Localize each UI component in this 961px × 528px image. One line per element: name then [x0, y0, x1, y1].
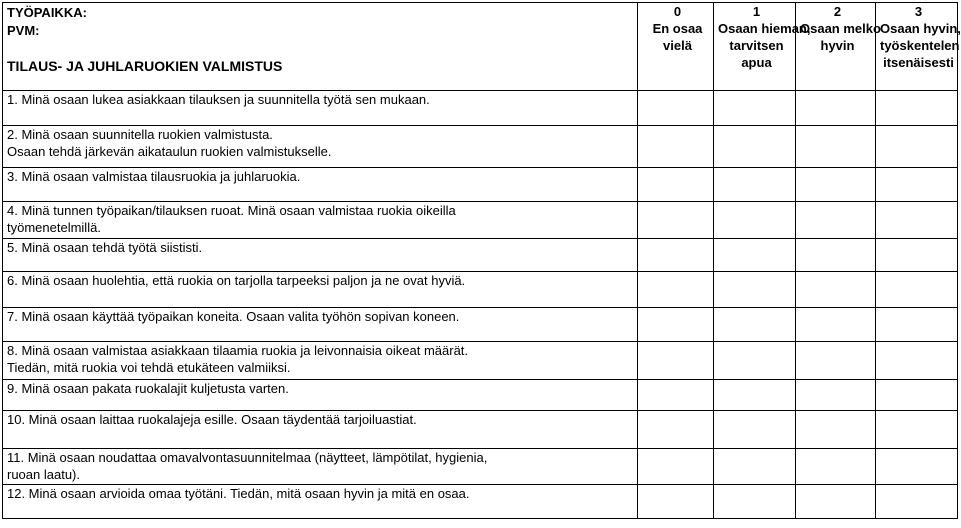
skill-text: 2. Minä osaan suunnitella ruokien valmistusta. — [7, 127, 273, 142]
skill-text: 1. Minä osaan lukea asiakkaan tilauksen ja suunnitella työtä sen mukaan. — [7, 92, 430, 107]
rating-cell-3[interactable] — [876, 91, 958, 126]
level-text: Osaan hieman, — [718, 21, 811, 36]
skill-cell — [3, 380, 638, 411]
level-text: tarvitsen — [729, 38, 784, 53]
level-text: En osaa — [652, 21, 703, 36]
rating-cell-1[interactable] — [714, 272, 796, 308]
level-text: Osaan melko — [800, 21, 881, 36]
level-2-header — [796, 3, 881, 91]
rating-cell-2[interactable] — [796, 485, 876, 519]
table-row — [3, 202, 958, 239]
level-text: hyvin — [820, 38, 855, 53]
level-text: Osaan hyvin, — [880, 21, 961, 36]
table-row — [3, 342, 958, 380]
level-text: vielä — [663, 38, 692, 53]
rating-cell-2[interactable] — [796, 411, 876, 449]
skill-text: 6. Minä osaan huolehtia, että ruokia on tarjolla tarpeeksi paljon ja ne ovat hyviä. — [7, 273, 466, 288]
rating-cell-2[interactable] — [796, 272, 876, 308]
rating-cell-0[interactable] — [638, 485, 714, 519]
rating-cell-2[interactable] — [796, 91, 876, 126]
rating-cell-0[interactable] — [638, 380, 714, 411]
rating-cell-1[interactable] — [714, 342, 796, 380]
rating-cell-0[interactable] — [638, 449, 714, 485]
rating-cell-3[interactable] — [876, 126, 958, 168]
rating-cell-3[interactable] — [876, 168, 958, 202]
rating-cell-3[interactable] — [876, 485, 958, 519]
page-title: TILAUS- JA JUHLARUOKIEN VALMISTUS — [7, 58, 283, 74]
rating-cell-3[interactable] — [876, 202, 958, 239]
rating-cell-1[interactable] — [714, 380, 796, 411]
rating-cell-3[interactable] — [876, 380, 958, 411]
rating-cell-0[interactable] — [638, 202, 714, 239]
rating-cell-0[interactable] — [638, 342, 714, 380]
table-row — [3, 449, 958, 485]
header-info-cell — [3, 3, 638, 91]
skill-cell — [3, 485, 638, 519]
rating-cell-2[interactable] — [796, 126, 876, 168]
skill-cell — [3, 449, 638, 485]
table-row — [3, 380, 958, 411]
skill-text: 5. Minä osaan tehdä työtä siististi. — [7, 240, 203, 255]
table-row — [3, 308, 958, 342]
table-row — [3, 272, 958, 308]
rating-cell-3[interactable] — [876, 411, 958, 449]
table-row — [3, 239, 958, 272]
workplace-label: TYÖPAIKKA: — [7, 5, 87, 20]
level-0-header — [638, 3, 714, 91]
skill-cell — [3, 342, 638, 380]
rating-cell-0[interactable] — [638, 272, 714, 308]
skill-text: 9. Minä osaan pakata ruokalajit kuljetusta varten. — [7, 381, 289, 396]
skill-text: työmenetelmillä. — [7, 220, 101, 235]
level-text: itsenäisesti — [883, 55, 954, 70]
rating-cell-1[interactable] — [714, 168, 796, 202]
skill-text: ruoan laatu). — [7, 467, 80, 482]
rating-cell-2[interactable] — [796, 449, 876, 485]
table-row — [3, 91, 958, 126]
skill-text: 4. Minä tunnen työpaikan/tilauksen ruoat. Minä osaan valmistaa ruokia oikeilla — [7, 203, 456, 218]
skill-text: 8. Minä osaan valmistaa asiakkaan tilaamia ruokia ja leivonnaisia oikeat määrät. — [7, 343, 469, 358]
level-number: 1 — [752, 4, 761, 19]
skill-text: Tiedän, mitä ruokia voi tehdä etukäteen valmiiksi. — [7, 360, 291, 375]
date-label: PVM: — [7, 23, 40, 38]
rating-cell-1[interactable] — [714, 126, 796, 168]
rating-cell-3[interactable] — [876, 308, 958, 342]
rating-cell-0[interactable] — [638, 126, 714, 168]
rating-cell-1[interactable] — [714, 91, 796, 126]
rating-cell-0[interactable] — [638, 239, 714, 272]
rating-cell-3[interactable] — [876, 239, 958, 272]
level-3-header — [876, 3, 961, 91]
rating-cell-0[interactable] — [638, 411, 714, 449]
rating-cell-2[interactable] — [796, 239, 876, 272]
rating-cell-0[interactable] — [638, 308, 714, 342]
table-row — [3, 411, 958, 449]
skill-cell — [3, 202, 638, 239]
level-number: 2 — [833, 4, 842, 19]
rating-cell-1[interactable] — [714, 485, 796, 519]
rating-cell-0[interactable] — [638, 168, 714, 202]
level-text: työskentelen — [880, 38, 960, 53]
rating-cell-2[interactable] — [796, 380, 876, 411]
skill-cell — [3, 91, 638, 126]
rating-cell-0[interactable] — [638, 91, 714, 126]
skill-cell — [3, 272, 638, 308]
rating-cell-3[interactable] — [876, 272, 958, 308]
skill-cell — [3, 308, 638, 342]
skill-text: 7. Minä osaan käyttää työpaikan koneita. Osaan valita työhön sopivan koneen. — [7, 309, 460, 324]
rating-cell-2[interactable] — [796, 342, 876, 380]
skill-text: Osaan tehdä järkevän aikataulun ruokien valmistukselle. — [7, 144, 332, 159]
level-number: 3 — [914, 4, 923, 19]
rating-cell-3[interactable] — [876, 342, 958, 380]
skill-cell — [3, 239, 638, 272]
level-1-header — [714, 3, 811, 91]
rating-cell-1[interactable] — [714, 449, 796, 485]
skill-text: 11. Minä osaan noudattaa omavalvontasuunnitelmaa (näytteet, lämpötilat, hygienia, — [7, 450, 488, 465]
rating-cell-1[interactable] — [714, 239, 796, 272]
table-row — [3, 485, 958, 519]
rating-cell-3[interactable] — [876, 449, 958, 485]
header-row — [3, 3, 958, 91]
rating-cell-2[interactable] — [796, 168, 876, 202]
skill-text: 10. Minä osaan laittaa ruokalajeja esille. Osaan täydentää tarjoiluastiat. — [7, 412, 417, 427]
skill-cell — [3, 411, 638, 449]
skill-cell — [3, 126, 638, 168]
self-assessment-table — [2, 2, 961, 519]
level-number: 0 — [673, 4, 682, 19]
skill-text: 12. Minä osaan arvioida omaa työtäni. Tiedän, mitä osaan hyvin ja mitä en osaa. — [7, 486, 470, 501]
skill-text: 3. Minä osaan valmistaa tilausruokia ja juhlaruokia. — [7, 169, 301, 184]
rating-cell-1[interactable] — [714, 411, 796, 449]
skill-cell — [3, 168, 638, 202]
rating-cell-1[interactable] — [714, 202, 796, 239]
rating-cell-2[interactable] — [796, 202, 876, 239]
table-row — [3, 168, 958, 202]
rating-cell-2[interactable] — [796, 308, 876, 342]
level-text: apua — [741, 55, 772, 70]
table-row — [3, 126, 958, 168]
rating-cell-1[interactable] — [714, 308, 796, 342]
